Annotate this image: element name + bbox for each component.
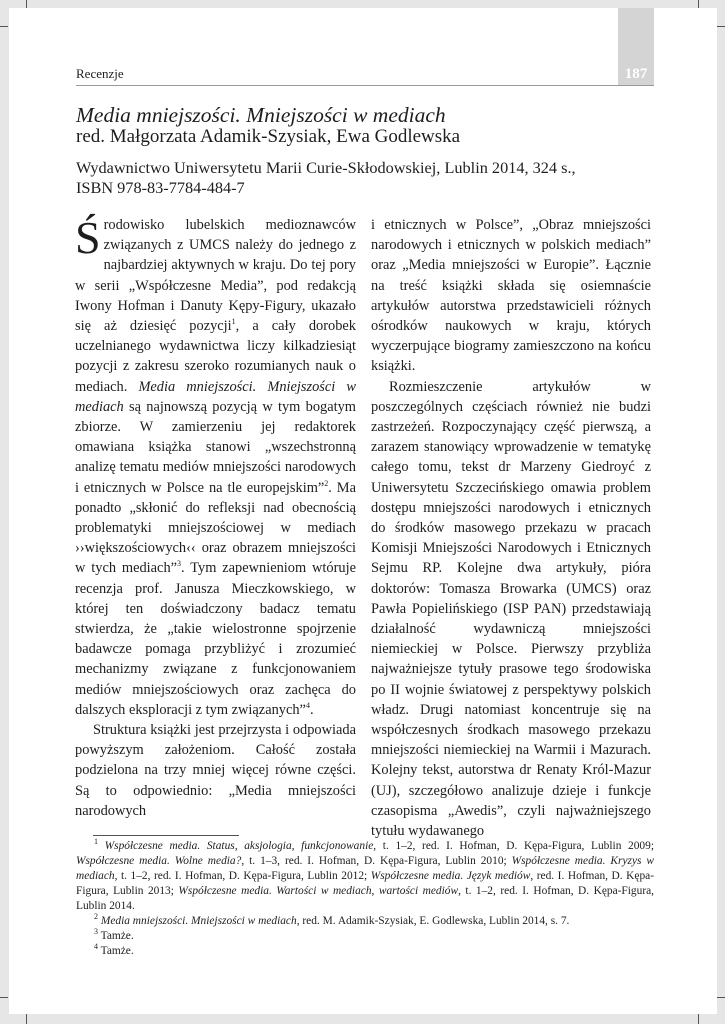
footnote-ref: 1 — [231, 317, 236, 327]
text-run: . Ma ponadto „skłonić do refleksji nad obecnością problematyki mniejszościowej w mediach ››większościowych‹‹ oraz obrazem mniejszości w tych mediach” — [75, 479, 356, 577]
text-column-right — [371, 215, 651, 841]
paragraph — [75, 212, 356, 720]
crop-mark — [0, 997, 8, 998]
footnote-text: , t. 1–2, red. I. Hofman, D. Kępa-Figura, Lublin 2009; — [373, 840, 654, 852]
crop-mark — [717, 997, 725, 998]
text-column-left — [75, 212, 356, 821]
section-running-head: Recenzje — [76, 66, 124, 81]
text-run: są najnowszą pozycją w tym bogatym zbiorze. W zamierzeniu jej redaktorek omawiana książka stanowi „wszechstronną analizę tematu mediów mniejszości narodowych i etnicznych w Polsce na tle europejskim” — [75, 398, 356, 496]
page-border-right — [717, 0, 725, 1024]
text-run: . Tym zapewnieniom wtóruje recenzja prof. Janusza Mieczkowskiego, w której ten doświadczony badacz tematu stwierdza, że „takie wielostronne spojrzenie badawcze pomaga przybliżyć i zrozumieć mechanizmy związane z funkcjonowaniem mediów mniejszościowych oraz zachęca do dalszych eksploracji z tym związanych” — [75, 560, 356, 718]
italic-book-title: Media mniejszości. Mniejszości w mediach — [75, 378, 356, 415]
footnote-italic: Media mniejszości. Mniejszości w mediach — [100, 915, 297, 927]
footnote-text: , red. M. Adamik-Szysiak, E. Godlewska, Lublin 2014, s. 7. — [296, 915, 570, 927]
page-border-bottom — [0, 1014, 725, 1024]
footnote-ref: 4 — [305, 701, 310, 711]
page-border-top — [0, 0, 725, 8]
footnote-text: Tamże. — [100, 945, 134, 957]
footnote-separator — [93, 835, 239, 836]
crop-mark — [698, 1014, 699, 1024]
book-publisher-info — [76, 158, 676, 197]
footnote-number: 4 — [94, 942, 98, 952]
footnote-italic: Współczesne media. Język mediów — [370, 870, 531, 882]
footnote-italic: Współczesne media. Kryzys w mediach — [76, 855, 654, 882]
footnote-number: 1 — [94, 837, 98, 847]
crop-mark — [26, 0, 27, 8]
text-run: rodowisko lubelskich medioznawców związanych z UMCS należy do jednego z najbardziej aktywnych w kraju. Do tej pory w serii „Współczesne Media”, pod redakcją Iwony Hofman i Danuty Kępy-Figury, ukazało się aż dziesięć pozycji — [75, 217, 356, 335]
crop-mark — [0, 26, 8, 27]
publisher-line: Wydawnictwo Uniwersytetu Marii Curie-Skłodowskiej, Lublin 2014, 324 s., — [76, 158, 576, 177]
paragraph: i etnicznych w Polsce”, „Obraz mniejszości narodowych i etnicznych w polskich mediach” oraz „Media mniejszości w Europie”. Łącznie na treść książki składa się osiemnaście artykułów autorstwa przedstawicieli różnych ośrodków naukowych w kraju, których wyczerpujące biogramy zamieszczono na końcu książki. — [371, 217, 651, 375]
footnote-italic: Współczesne media. Status, aksjologia, funkcjonowanie — [104, 840, 374, 852]
footnote-text: Tamże. — [100, 930, 134, 942]
footnote — [76, 944, 654, 959]
footnote-text: , t. 1–2, red. I. Hofman, D. Kępa-Figura, Lublin 2014. — [76, 885, 655, 912]
book-title: Media mniejszości. Mniejszości w mediach — [76, 103, 446, 127]
page-number: 187 — [624, 66, 648, 82]
paragraph: Struktura książki jest przejrzysta i odpowiada powyższym założeniom. Całość została podzielona na trzy mniej więcej równe części. Są to odpowiednio: „Media mniejszości narodowych — [75, 722, 356, 819]
footnote-italic: Współczesne media. Wartości w mediach, wartości mediów — [178, 885, 459, 897]
header-rule — [76, 85, 654, 86]
footnote — [76, 929, 654, 944]
drop-cap: Ś — [75, 212, 101, 263]
footnote-text: , t. 1–2, red. I. Hofman, D. Kępa-Figura, Lublin 2012; — [114, 870, 371, 882]
text-run: . — [309, 701, 314, 718]
text-run: , a cały dorobek uczelnianego wydawnictwa liczy kilkadziesiąt pozycji z zakresu szeroko rozumianych nauk o mediach. — [75, 318, 356, 395]
book-editors: red. Małgorzata Adamik-Szysiak, Ewa Godlewska — [76, 126, 461, 147]
footnote — [76, 914, 654, 929]
footnotes — [76, 839, 654, 959]
footnote-italic: Współczesne media. Wolne media? — [76, 855, 242, 867]
crop-mark — [26, 1014, 27, 1024]
footnote-ref: 3 — [177, 559, 182, 569]
crop-mark — [717, 26, 725, 27]
crop-mark — [698, 0, 699, 8]
footnote-ref: 2 — [324, 478, 329, 488]
paragraph: Rozmieszczenie artykułów w poszczególnych częściach również nie budzi zastrzeżeń. Rozpoczynający część pierwszą, a zarazem stanowiący wprowadzenie w tematykę całego tomu, tekst dr Marzeny Giedroyć z Uniwersytetu Szczecińskiego omawia problem dostępu mniejszości narodowych i etnicznych do środków masowego przekazu w pracach Komisji Mniejszości Narodowych i Etnicznych Sejmu RP. Kolejne dwa artykuły, pióra doktorów: Tomasza Browarka (UMCS) oraz Pawła Popielińskiego (ISP PAN) przedstawiają działalność wydawniczą mniejszości niemieckiej w Polsce. Pierwszy przybliża najważniejsze tytuły prasowe tego środowiska po II wojnie światowej z perspektywy polskich władz. Drugi natomiast koncentruje się na współczesnych środkach masowego przekazu mniejszości niemieckiej na Warmii i Mazurach. Kolejny tekst, autorstwa dr Renaty Król-Mazur (UJ), szczegółowo analizuje dzieje i funkcje czasopisma „Awedis”, czyli najważniejszego tytułu wydawanego — [371, 378, 651, 840]
isbn-line: ISBN 978-83-7784-484-7 — [76, 177, 245, 197]
footnote-text: , t. 1–3, red. I. Hofman, D. Kępa-Figura, Lublin 2010; — [241, 855, 512, 867]
footnote-number: 3 — [94, 927, 98, 937]
footnote-number: 2 — [94, 912, 98, 922]
footnote-text: , red. I. Hofman, D. Kępa-Figura, Lublin 2013; — [76, 870, 654, 897]
footnote — [76, 839, 654, 914]
page-border-left — [0, 0, 9, 1024]
